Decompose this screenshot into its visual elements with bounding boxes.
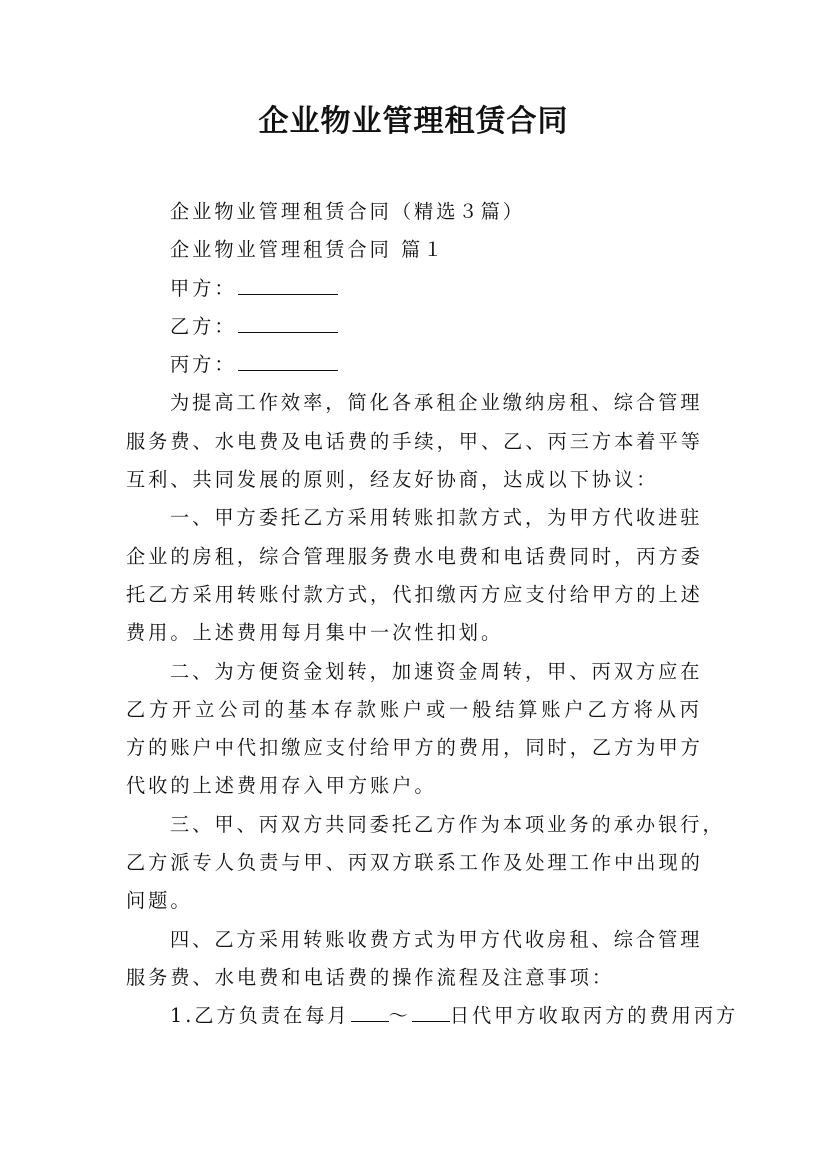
paragraph-line: 互利、共同发展的原则，经友好协商，达成以下协议：	[126, 468, 659, 492]
paragraph-line: 二、为方便资金划转，加速资金周转，甲、丙双方应在	[170, 659, 703, 683]
paragraph-line: 方的账户中代扣缴应支付给甲方的费用，同时，乙方为甲方	[126, 736, 703, 760]
party-a-line	[126, 270, 702, 308]
clause-text: 日代甲方收取丙方的费用丙方	[449, 1004, 739, 1028]
paragraph-line: 为提高工作效率，简化各承租企业缴纳房租、综合管理	[170, 391, 703, 415]
paragraph-line: 乙方派专人负责与甲、丙双方联系工作及处理工作中出现的	[126, 851, 703, 875]
party-c-line	[126, 346, 702, 384]
party-c-label: 丙方：	[170, 353, 237, 377]
paragraph-line: 四、乙方采用转账收费方式为甲方代收房租、综合管理	[170, 927, 703, 951]
paragraph-line: 费用。上述费用每月集中一次性扣划。	[126, 621, 504, 645]
document-body	[126, 193, 739, 1036]
paragraph-line: 企业的房租，综合管理服务费水电费和电话费同时，丙方委	[126, 544, 703, 568]
subtitle-line: 企业物业管理租赁合同（精选３篇）	[170, 200, 525, 223]
paragraph-line: 一、甲方委托乙方采用转账扣款方式，为甲方代收进驻	[170, 506, 703, 530]
date-blank-end	[412, 1002, 450, 1022]
paragraph-line: 服务费、水电费及电话费的手续，甲、乙、丙三方本着平等	[126, 429, 703, 453]
paragraph-line: 托乙方采用转账付款方式，代扣缴丙方应支付给甲方的上述	[126, 582, 703, 606]
date-blank-start	[351, 1002, 389, 1022]
paragraph-line: 乙方开立公司的基本存款账户或一般结算账户乙方将从丙	[126, 697, 702, 721]
paragraph-line	[126, 997, 739, 1035]
paragraph-line: 代收的上述费用存入甲方账户。	[126, 774, 437, 798]
party-b-blank	[238, 313, 338, 333]
party-b-label: 乙方：	[170, 314, 237, 338]
paragraph-line: 问题。	[126, 889, 193, 913]
paragraph-line: 服务费、水电费和电话费的操作流程及注意事项：	[126, 965, 615, 989]
party-c-blank	[238, 351, 338, 371]
clause-text: ～	[388, 1004, 411, 1028]
paragraph-line: 三、甲、丙双方共同委托乙方作为本项业务的承办银行，	[170, 812, 725, 836]
clause-text: 1.乙方负责在每月	[170, 1004, 350, 1028]
party-b-line	[126, 308, 702, 346]
document-title: 企业物业管理租赁合同	[258, 104, 569, 139]
party-a-label: 甲方：	[170, 276, 237, 300]
section-heading: 企业物业管理租赁合同 篇１	[170, 238, 446, 262]
party-a-blank	[238, 274, 338, 294]
